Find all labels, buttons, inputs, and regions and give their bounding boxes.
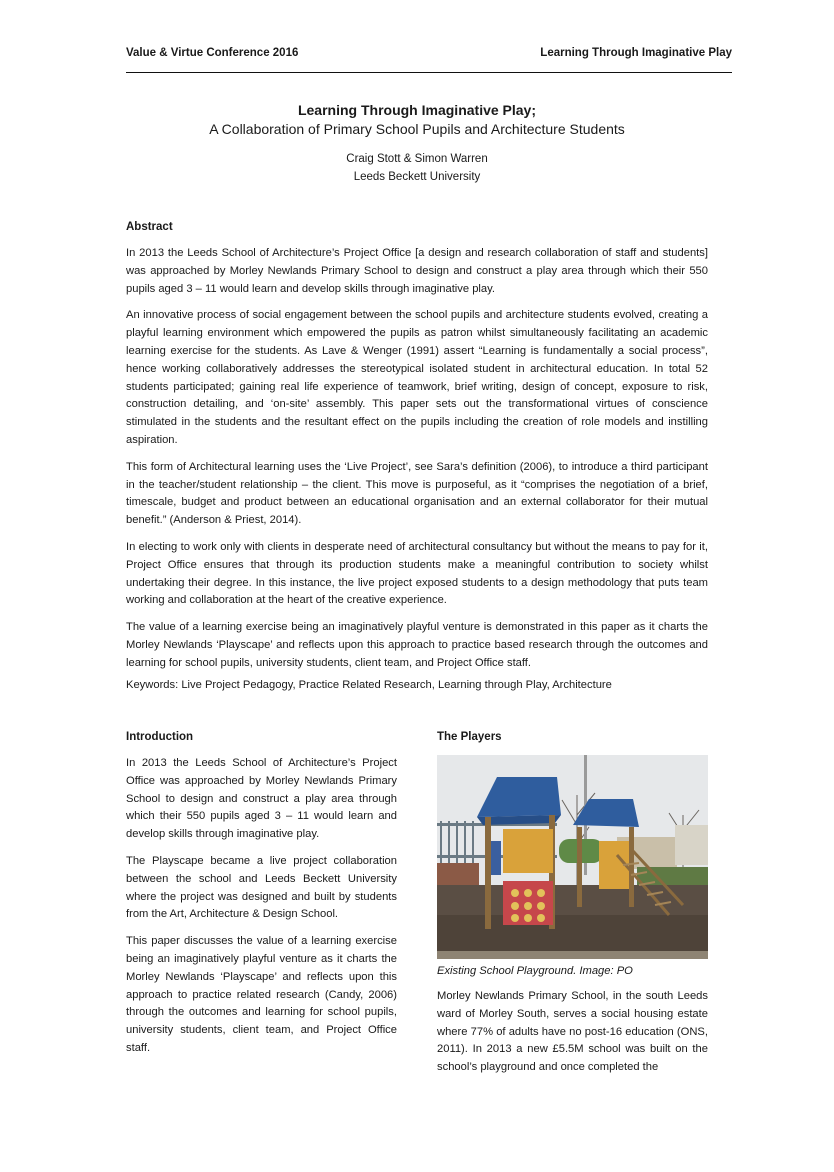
abstract-paragraph: An innovative process of social engagement between the school pupils and architecture students evolved, creating a playful learning environment which empowered the pupils as patron whilst simultaneously facilitating an academic learning exercise for the students. As Lave & Wenger (1991) assert “Learning is fundamentally a social process”, hence working collaboratively addresses the stereotypical isolated student in architectural education. In total 52 students participated; gaining real life experience of teamwork, brief writing, design of concept, exposure to risk, construction detailing, and ‘on-site’ assembly. This paper sets out the transformational virtues of conscience stimulated in the students and the resultant effect on the pupils including the creation of role models and instilling aspiration. (126, 309, 708, 446)
header-rule (126, 72, 732, 73)
abstract-paragraph: In electing to work only with clients in desperate need of architectural consultancy but without the means to pay for it, Project Office ensures that through its production students make a meaningful contribution to society whilst undertaking their degree. In this instance, the live project exposed students to a design methodology that puts team working and collaboration at the heart of the creative experience. (126, 540, 708, 607)
keywords: Keywords: Live Project Pedagogy, Practice Related Research, Learning through Play, Architecture (126, 679, 612, 691)
introduction-paragraph: In 2013 the Leeds School of Architecture’s Project Office was approached by Morley Newlands Primary School to design and construct a play area through which their 550 pupils aged 3 – 11 would learn and develop skills through imaginative play. (126, 757, 397, 841)
players-paragraph: Morley Newlands Primary School, in the south Leeds ward of Morley South, serves a social housing estate where 77% of adults have no post-16 education (ONS, 2011). In 2013 a new £5.5M school was built on the school’s playground and once completed the (437, 990, 708, 1074)
paper-subtitle: A Collaboration of Primary School Pupils and Architecture Students (209, 121, 625, 137)
players-column (437, 988, 708, 1086)
title-block (126, 101, 708, 186)
paper-title: Learning Through Imaginative Play; (297, 102, 537, 118)
header-conference: Value & Virtue Conference 2016 (126, 47, 299, 59)
abstract-body (126, 245, 708, 682)
affiliation: Leeds Beckett University (353, 171, 481, 183)
introduction-column (126, 755, 397, 1067)
abstract-heading: Abstract (126, 221, 173, 233)
header-short-title: Learning Through Imaginative Play (540, 47, 732, 59)
playground-photo (437, 755, 708, 959)
running-header (126, 47, 732, 63)
introduction-paragraph: This paper discusses the value of a learning exercise being an imaginatively playful venture as it charts the Morley Newlands ‘Playscape’ and reflects upon this approach to practice related research (Candy, 2006) through the outcomes and learning for school pupils, university students, client team, and Project Office staff. (126, 935, 397, 1054)
introduction-paragraph: The Playscape became a live project collaboration between the school and Leeds Beckett University where the project was designed and built by students from the Art, Architecture & Design School. (126, 854, 397, 921)
photo-caption: Existing School Playground. Image: PO (437, 965, 633, 977)
introduction-heading: Introduction (126, 731, 194, 743)
abstract-paragraph: The value of a learning exercise being an imaginatively playful venture is demonstrated in this paper as it charts the Morley Newlands ‘Playscape’ and reflects upon this approach to practice based research through the outcomes and learning for school pupils, university students, client team, and Project Office staff. (126, 621, 708, 669)
abstract-paragraph: This form of Architectural learning uses the ‘Live Project’, see Sara’s definition (2006), to introduce a third participant in the teacher/student relationship – the client. This move is purposeful, as it “comprises the negotiation of a brief, timescale, budget and product between an educational organisation and an external collaborator for their mutual benefit.” (Anderson & Priest, 2014). (126, 460, 708, 527)
authors: Craig Stott & Simon Warren (346, 153, 488, 165)
players-heading: The Players (437, 731, 502, 743)
abstract-paragraph: In 2013 the Leeds School of Architecture’s Project Office [a design and research collaboration of staff and students] was approached by Morley Newlands Primary School to design and construct a play area through which their 550 pupils aged 3 – 11 would learn and develop skills through imaginative play. (126, 247, 708, 295)
